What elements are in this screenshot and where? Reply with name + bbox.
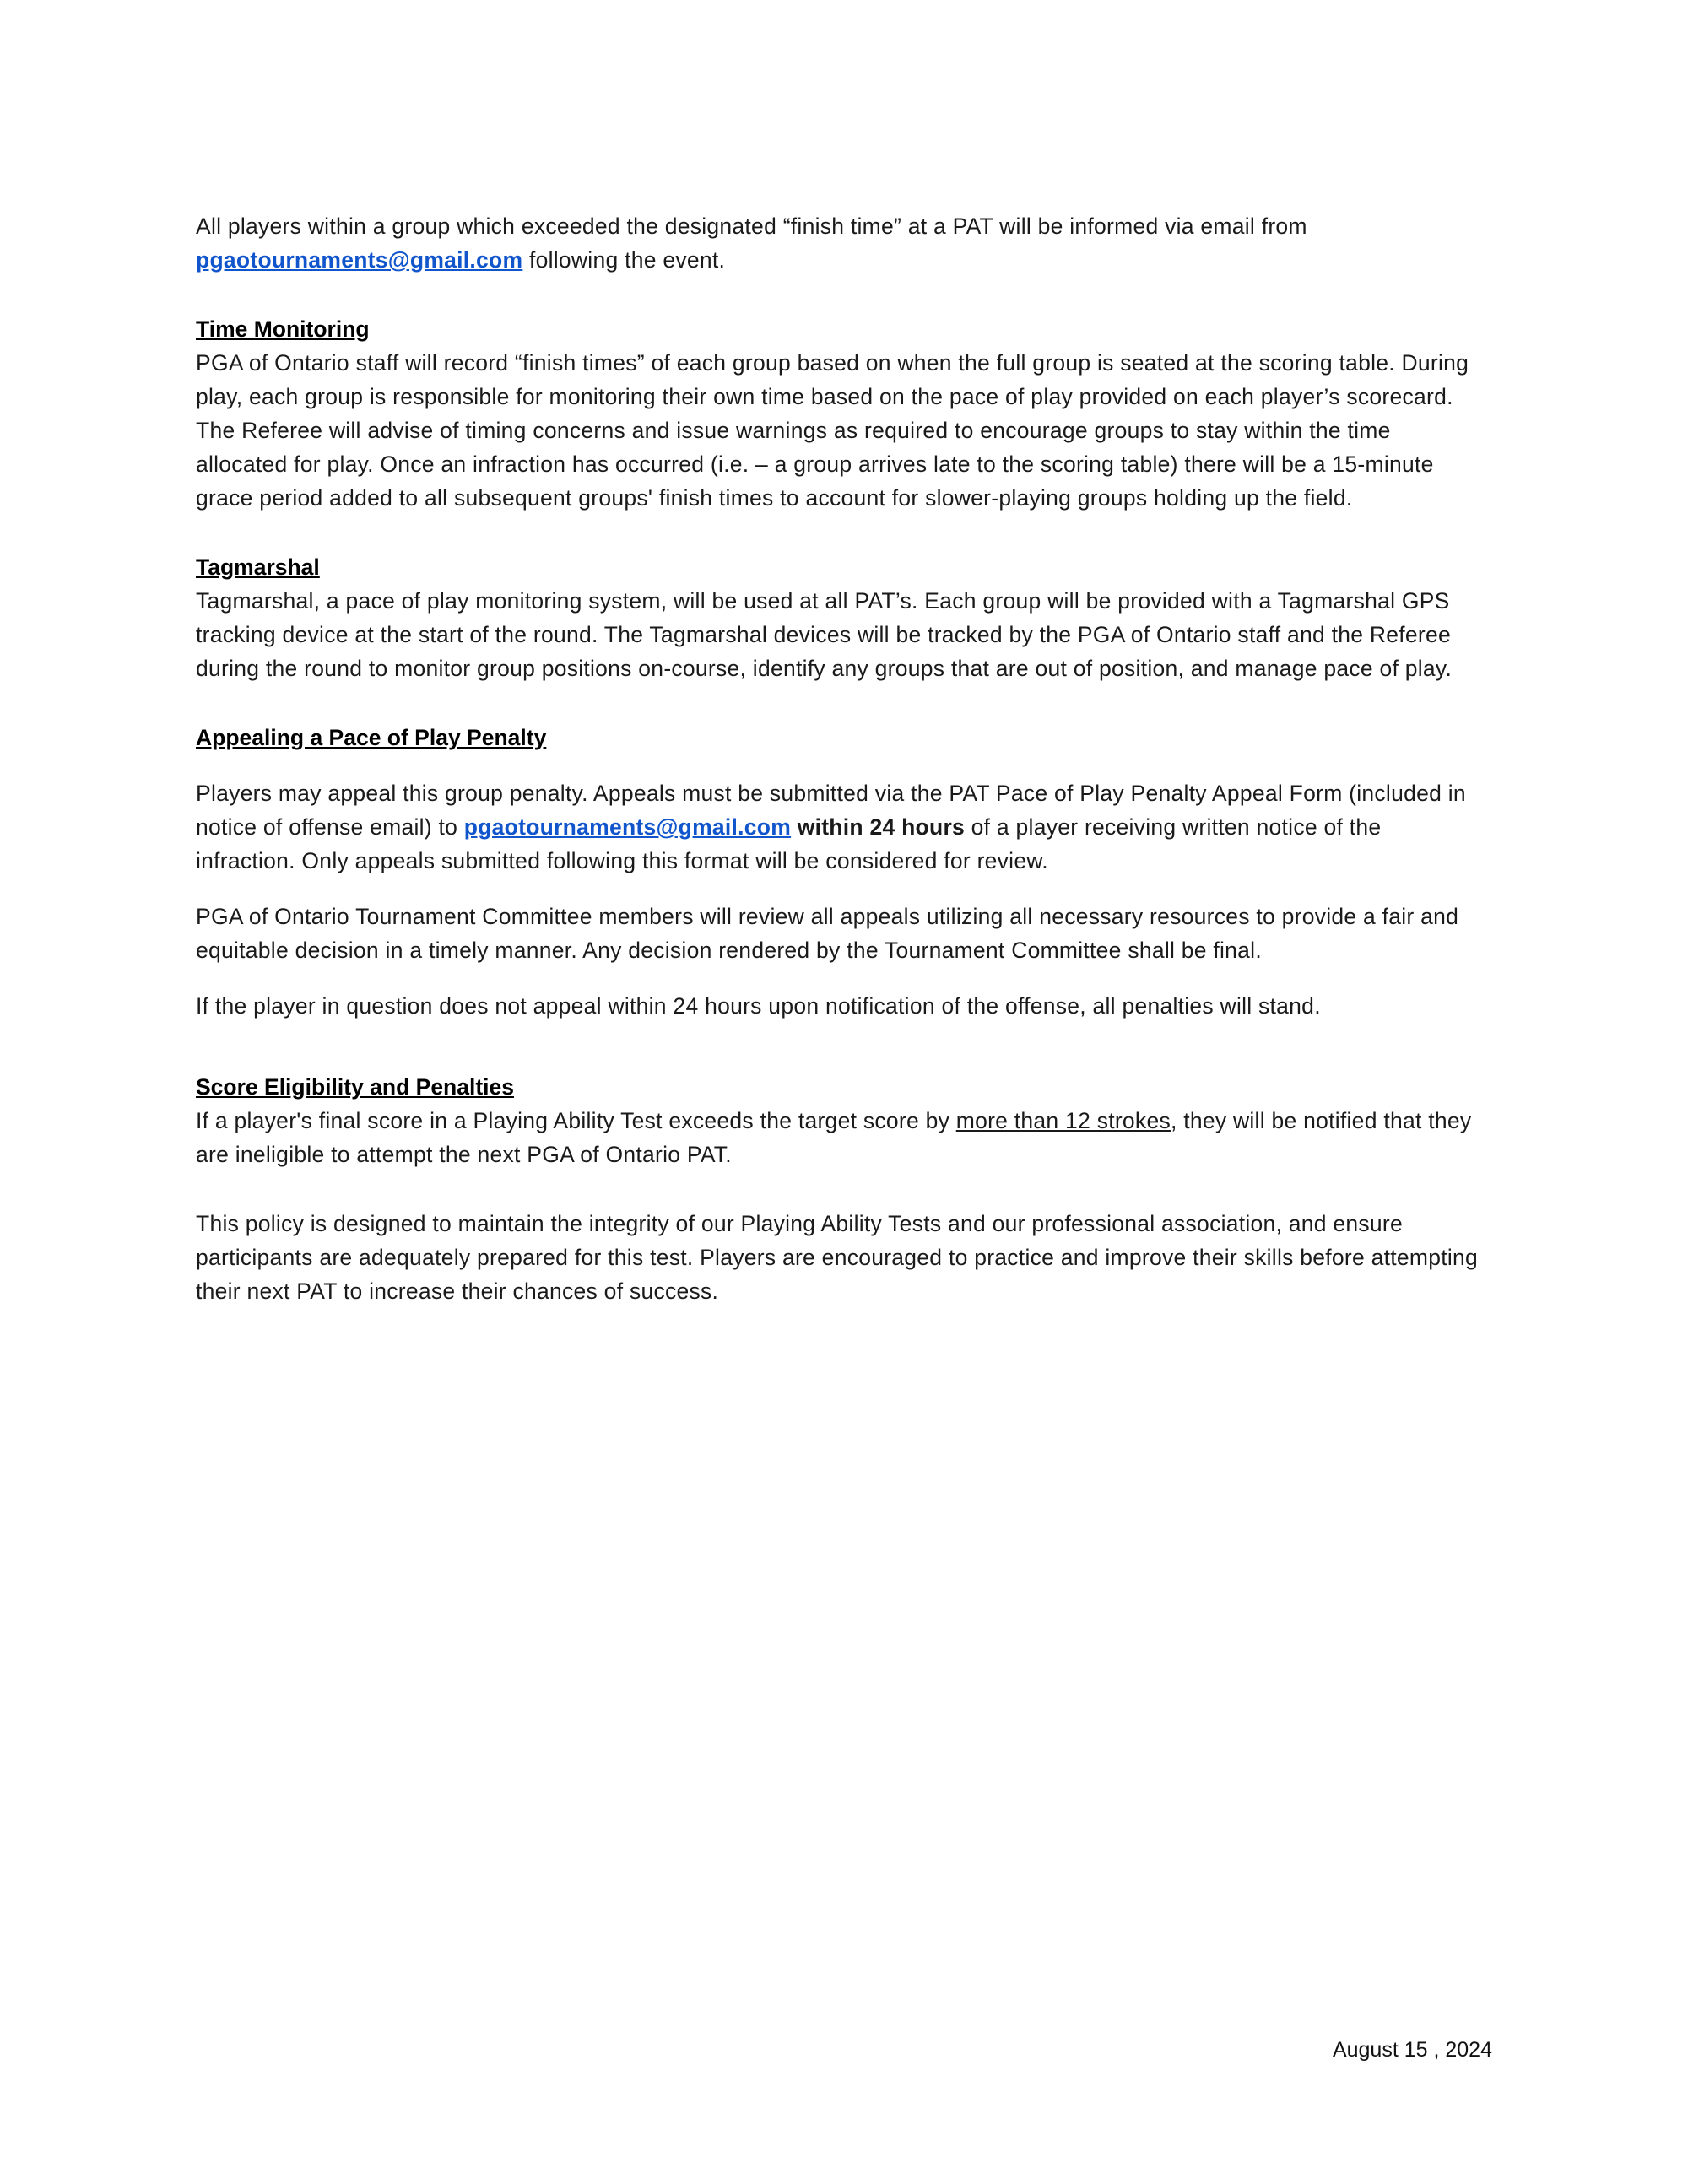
appeal-paragraph-1 [196, 776, 1479, 878]
eligibility-text-after-underline: , they will be notified that they are ineligible to attempt the next PGA of Ontario PAT. [196, 1108, 1472, 1167]
intro-text-after-email: following the event. [522, 247, 726, 273]
section-heading-tagmarshal: Tagmarshal [196, 554, 320, 580]
email-link-pgaotournaments[interactable]: pgaotournaments@gmail.com [196, 247, 523, 273]
intro-paragraph [196, 209, 1479, 277]
eligibility-underlined-phrase: more than 12 strokes [955, 1108, 1171, 1133]
section-heading-time-monitoring: Time Monitoring [196, 316, 370, 342]
appeal-paragraph-2: PGA of Ontario Tournament Committee members will review all appeals utilizing all necessary resources to provide a fair and equitable decision in a timely manner. Any decision rendered by the Tournament Committee shall be final. [196, 904, 1459, 963]
section-heading-score-eligibility: Score Eligibility and Penalties [196, 1074, 515, 1100]
section-body-time-monitoring: PGA of Ontario staff will record “finish times” of each group based on when the full group is seated at the scoring table. During play, each group is responsible for monitoring their own time based on the pace of play provided on each player’s scorecard. The Referee will advise of timing concerns and issue warnings as required to encourage groups to stay within the time allocated for play. Once an infraction has occurred (i.e. – a group arrives late to the scoring table) there will be a 15-minute grace period added to all subsequent groups' finish times to account for slower-playing groups holding up the field. [196, 350, 1469, 511]
eligibility-text-before-underline: If a player's final score in a Playing Ability Test exceeds the target score by [196, 1108, 956, 1133]
footer-date: August 15 , 2024 [1332, 2038, 1492, 2062]
document-body [196, 209, 1479, 1308]
eligibility-paragraph-2: This policy is designed to maintain the integrity of our Playing Ability Tests and our professional association, and ensure participants are adequately prepared for this test. Players are encouraged to practice and improve their skills before attempting their next PAT to increase their chances of success. [196, 1211, 1478, 1304]
appeal-within-24-hours: within 24 hours [791, 814, 966, 840]
appeal-text-before-email: Players may appeal this group penalty. Appeals must be submitted via the PAT Pace of Play Penalty Appeal Form (included in notice of offense email) to [196, 781, 1466, 840]
eligibility-paragraph-1 [196, 1104, 1479, 1171]
section-heading-appealing-penalty: Appealing a Pace of Play Penalty [196, 725, 547, 750]
intro-text-before-email: All players within a group which exceeded the designated “finish time” at a PAT will be informed via email from [196, 214, 1307, 239]
email-link-appeal[interactable]: pgaotournaments@gmail.com [463, 814, 792, 840]
appeal-text-after-email: of a player receiving written notice of the infraction. Only appeals submitted following this format will be considered for review. [196, 814, 1382, 873]
appeal-paragraph-3: If the player in question does not appeal within 24 hours upon notification of the offense, all penalties will stand. [196, 993, 1321, 1019]
section-body-tagmarshal: Tagmarshal, a pace of play monitoring system, will be used at all PAT’s. Each group will be provided with a Tagmarshal GPS tracking device at the start of the round. The Tagmarshal devices will be tracked by the PGA of Ontario staff and the Referee during the round to monitor group positions on-course, identify any groups that are out of position, and manage pace of play. [196, 588, 1453, 681]
